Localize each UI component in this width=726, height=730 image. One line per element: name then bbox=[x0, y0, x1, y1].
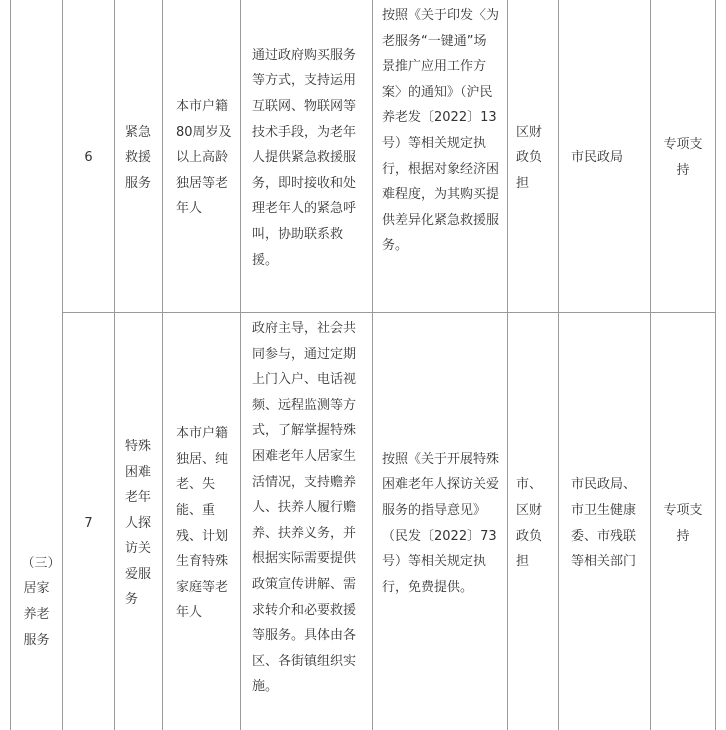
service-target: 本市户籍80周岁及以上高龄独居等老年人 bbox=[176, 99, 232, 217]
responsible-department: 市民政局 bbox=[571, 150, 624, 166]
row-number: 6 bbox=[84, 150, 93, 166]
table-row-6-target bbox=[163, 0, 240, 312]
service-standard: 按照《关于印发〈为老服务“一键通”场景推广应用工作方案〉的通知》（沪民养老发〔2022〕13号）等相关规定执行，根据对象经济困难程度，为其购买提供差异化紧急救援服务。 bbox=[382, 8, 500, 254]
table-row-7-no bbox=[63, 313, 114, 730]
funding-source: 市、区财政负担 bbox=[516, 477, 543, 570]
table-row-6-standard bbox=[373, 0, 507, 312]
table-row-6-item bbox=[115, 0, 162, 312]
table-row-6-support bbox=[651, 0, 715, 312]
responsible-department: 市民政局、市卫生健康委、市残联等相关部门 bbox=[571, 477, 637, 570]
service-standard: 按照《关于开展特殊困难老年人探访关爱服务的指导意见》（民发〔2022〕73号）等相关规定执行，免费提供。 bbox=[382, 451, 500, 595]
service-target: 本市户籍独居、纯老、失能、重残、计划生育特殊家庭等老年人 bbox=[176, 426, 229, 621]
grid-line bbox=[715, 0, 716, 730]
service-content: 政府主导，社会共同参与，通过定期上门入户、电话视频、远程监测等方式，了解掌握特殊困难老年人居家生活情况，支持赡养人、扶养人履行赡养、扶养义务，并根据实际需要提供政策宣传讲解、需求转介和必要救援等服务。具体由各区、各街镇组织实施。 bbox=[252, 321, 357, 695]
service-content: 通过政府购买服务等方式，支持运用互联网、物联网等技术手段，为老年人提供紧急救援服务，即时接收和处理老年人的紧急呼叫，协助联系救援。 bbox=[252, 47, 357, 268]
table-row-6-funding bbox=[508, 0, 558, 312]
table-row-7-content bbox=[241, 313, 372, 730]
table-row-7-standard bbox=[373, 313, 507, 730]
table-row-6-department bbox=[559, 0, 650, 312]
table-row-6-no bbox=[63, 0, 114, 312]
category-label: （三）居家养老服务 bbox=[21, 555, 61, 648]
table-row-7-support bbox=[651, 313, 715, 730]
support-type: 专项支持 bbox=[663, 137, 703, 178]
funding-source: 区财政负担 bbox=[516, 124, 543, 191]
category-cell bbox=[11, 0, 62, 730]
table-row-7-item bbox=[115, 313, 162, 730]
table-row-7-funding bbox=[508, 313, 558, 730]
table-row-7-target bbox=[163, 313, 240, 730]
support-type: 专项支持 bbox=[663, 502, 703, 544]
service-item: 紧急救援服务 bbox=[125, 124, 152, 191]
service-table bbox=[10, 0, 716, 730]
service-item: 特殊困难老年人探访关爱服务 bbox=[125, 438, 152, 608]
table-row-7-department bbox=[559, 313, 650, 730]
table-row-6-content bbox=[241, 0, 372, 312]
row-number: 7 bbox=[84, 515, 93, 531]
